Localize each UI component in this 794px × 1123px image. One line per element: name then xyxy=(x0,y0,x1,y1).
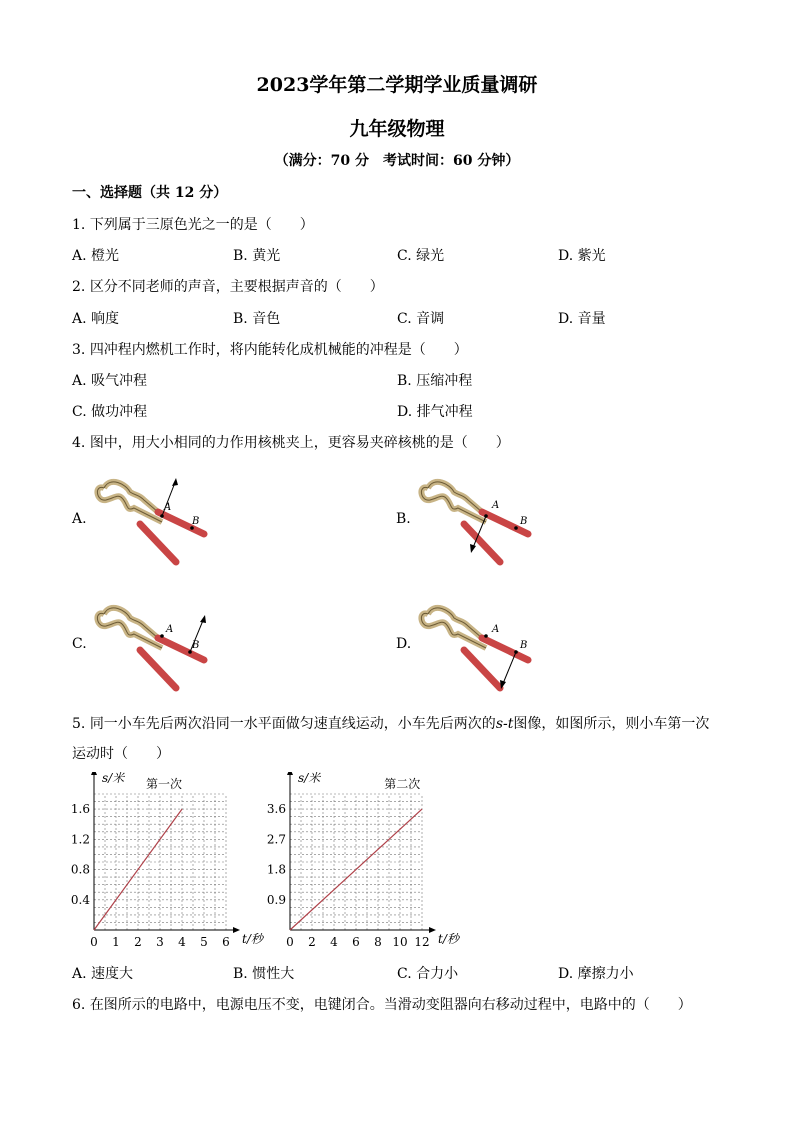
option-b[interactable]: B. xyxy=(396,511,411,527)
x-tick-label: 2 xyxy=(308,935,316,949)
nutcracker-icon xyxy=(421,482,528,562)
x-tick-label: 12 xyxy=(414,935,430,949)
x-axis-arrow xyxy=(429,927,436,933)
x-tick-label: 6 xyxy=(352,935,360,949)
section-title: 一、选择题（共 12 分） xyxy=(72,185,228,201)
x-tick-label: 0 xyxy=(286,935,294,949)
question-text: 四冲程内燃机工作时，将内能转化成机械能的冲程是（ ） xyxy=(89,342,468,358)
option-b[interactable]: B. 音色 xyxy=(233,311,281,327)
point-a-label: A xyxy=(492,624,500,635)
question-text: 下列属于三原色光之一的是（ ） xyxy=(89,217,314,233)
question-number: 5. xyxy=(72,716,86,732)
x-tick-label: 10 xyxy=(392,935,408,949)
x-axis-label: t/秒 xyxy=(242,932,263,946)
option-a[interactable]: A. 吸气冲程 xyxy=(72,373,148,389)
x-tick-label: 1 xyxy=(112,935,120,949)
chart-title: 第二次 xyxy=(384,777,421,791)
x-tick-label: 5 xyxy=(200,935,208,949)
exam-subject: 九年级物理 xyxy=(349,118,445,140)
chart-title: 第一次 xyxy=(145,777,182,791)
question-text: 在图所示的电路中，电源电压不变，电键闭合。当滑动变阻器向右移动过程中，电路中的（ ） xyxy=(89,997,692,1013)
question-3 xyxy=(72,339,468,359)
st-chart-first xyxy=(66,772,266,952)
option-a[interactable]: A. 响度 xyxy=(72,311,120,327)
x-axis-label: t/秒 xyxy=(438,932,459,946)
option-d[interactable]: D. 紫光 xyxy=(558,248,606,264)
x-tick-label: 4 xyxy=(330,935,338,949)
question-1 xyxy=(72,214,314,234)
y-tick-label: 1.8 xyxy=(266,862,286,877)
option-d[interactable]: D. xyxy=(396,636,412,652)
question-text: 图像，如图所示，则小车第一次 xyxy=(513,716,710,732)
point-b-label: B xyxy=(192,516,200,527)
nutcracker-icon xyxy=(97,608,206,688)
option-a[interactable]: A. xyxy=(72,511,87,527)
option-a[interactable]: A. 橙光 xyxy=(72,248,120,264)
y-tick-label: 0.9 xyxy=(266,892,286,907)
y-axis-label: s/米 xyxy=(298,772,321,785)
nutcracker-figure-b xyxy=(416,472,536,582)
point-a-label: A xyxy=(492,500,500,511)
option-b[interactable]: B. 压缩冲程 xyxy=(397,373,473,389)
option-d[interactable]: D. 摩擦力小 xyxy=(558,966,634,982)
point-b-label: B xyxy=(192,640,200,651)
nutcracker-icon xyxy=(97,478,204,562)
question-text: 同一小车先后两次沿同一水平面做匀速直线运动，小车先后两次的 xyxy=(89,716,496,732)
option-d[interactable]: D. 音量 xyxy=(558,311,606,327)
x-tick-label: 0 xyxy=(90,935,98,949)
option-b[interactable]: B. 黄光 xyxy=(233,248,281,264)
y-axis-label: s/米 xyxy=(102,772,125,785)
y-tick-label: 1.6 xyxy=(70,802,90,817)
y-tick-label: 0.8 xyxy=(70,862,90,877)
question-text-italic: s-t xyxy=(495,716,514,732)
question-number: 3. xyxy=(72,342,86,358)
point-a-label: A xyxy=(166,624,174,635)
option-a[interactable]: A. 速度大 xyxy=(72,966,134,982)
exam-info: （满分：70 分 考试时间：60 分钟） xyxy=(274,153,520,169)
y-tick-label: 1.2 xyxy=(70,832,90,847)
x-axis-arrow xyxy=(233,927,240,933)
option-d[interactable]: D. 排气冲程 xyxy=(397,404,473,420)
y-axis-arrow xyxy=(91,772,97,775)
st-chart-second xyxy=(262,772,462,952)
point-b-label: B xyxy=(520,640,528,651)
x-tick-label: 2 xyxy=(134,935,142,949)
y-tick-label: 0.4 xyxy=(70,892,90,907)
nutcracker-figure-d xyxy=(416,598,536,698)
x-tick-label: 8 xyxy=(374,935,382,949)
option-c[interactable]: C. 音调 xyxy=(397,311,445,327)
point-a-label: A xyxy=(164,502,172,513)
y-tick-label: 3.6 xyxy=(266,802,286,817)
y-tick-label: 2.7 xyxy=(266,832,286,847)
question-4 xyxy=(72,432,510,452)
nutcracker-figure-a xyxy=(92,472,212,572)
x-tick-label: 3 xyxy=(156,935,164,949)
question-2 xyxy=(72,276,384,296)
question-number: 2. xyxy=(72,279,86,295)
x-tick-label: 4 xyxy=(178,935,186,949)
question-5-line2: 运动时（ ） xyxy=(72,746,170,762)
nutcracker-figure-c xyxy=(92,598,212,698)
option-c[interactable]: C. 做功冲程 xyxy=(72,404,148,420)
y-axis-arrow xyxy=(287,772,293,775)
question-text: 图中，用大小相同的力作用核桃夹上，更容易夹碎核桃的是（ ） xyxy=(89,435,510,451)
option-c[interactable]: C. 合力小 xyxy=(397,966,459,982)
point-b-label: B xyxy=(520,516,528,527)
exam-title: 2023学年第二学期学业质量调研 xyxy=(256,74,538,96)
question-6 xyxy=(72,994,692,1014)
question-5 xyxy=(72,713,709,733)
question-text: 区分不同老师的声音，主要根据声音的（ ） xyxy=(89,279,384,295)
question-number: 1. xyxy=(72,217,86,233)
nutcracker-icon xyxy=(421,608,528,689)
option-c[interactable]: C. 绿光 xyxy=(397,248,445,264)
x-tick-label: 6 xyxy=(222,935,230,949)
question-number: 4. xyxy=(72,435,86,451)
option-c[interactable]: C. xyxy=(72,636,87,652)
option-b[interactable]: B. 惯性大 xyxy=(233,966,295,982)
question-number: 6. xyxy=(72,997,86,1013)
